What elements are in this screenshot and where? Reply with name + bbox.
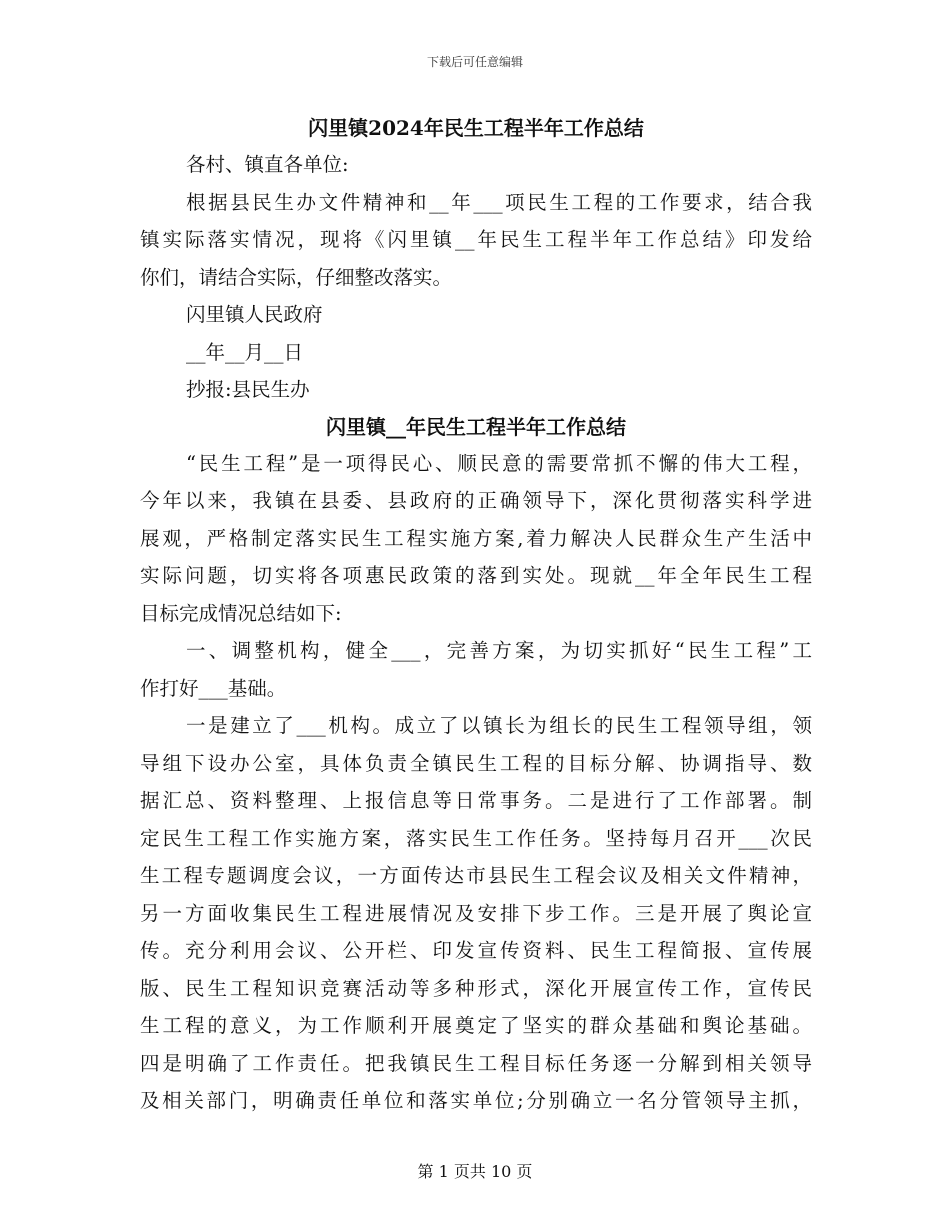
notice-cc: 抄报:县民生办 xyxy=(186,378,310,401)
document-page xyxy=(140,110,812,1120)
notice-line: 你们，请结合实际，仔细整改落实。 xyxy=(140,265,453,289)
body-line: “民生工程”是一项得民心、顺民意的需要常抓不懈的伟大工程， xyxy=(186,451,812,475)
body-line: 生工程的意义，为工作顺利开展奠定了坚实的群众基础和舆论基础。 xyxy=(140,1014,812,1037)
body-line: 另一方面收集民生工程进展情况及安排下步工作。三是开展了舆论宣 xyxy=(140,901,812,925)
body-line: 一、调整机构，健全___，完善方案，为切实抓好“民生工程”工 xyxy=(186,639,812,662)
body-line: 四是明确了工作责任。把我镇民生工程目标任务逐一分解到相关领导 xyxy=(140,1051,812,1075)
notice-signer: 闪里镇人民政府 xyxy=(186,303,323,326)
body-line: 一是建立了___机构。成立了以镇长为组长的民生工程领导组，领 xyxy=(186,714,812,737)
body-line: 今年以来，我镇在县委、县政府的正确领导下，深化贯彻落实科学进 xyxy=(140,489,812,512)
body-line: 定民生工程工作实施方案，落实民生工作任务。坚持每月召开___次民 xyxy=(140,826,812,850)
document-title: 闪里镇2024年民生工程半年工作总结 xyxy=(308,116,644,140)
body-line: 据汇总、资料整理、上报信息等日常事务。二是进行了工作部署。制 xyxy=(140,789,812,812)
body-line: 版、民生工程知识竞赛活动等多种形式，深化开展宣传工作，宣传民 xyxy=(140,976,812,1000)
page-number: 第 1 页共 10 页 xyxy=(417,1162,533,1181)
body-line: 及相关部门，明确责任单位和落实单位;分别确立一名分管领导主抓， xyxy=(140,1089,812,1112)
notice-line: 根据县民生办文件精神和__年___项民生工程的工作要求，结合我 xyxy=(186,190,812,214)
body-line: 导组下设办公室，具体负责全镇民生工程的目标分解、协调指导、数 xyxy=(140,751,812,775)
body-line: 作打好___基础。 xyxy=(140,676,287,700)
notice-greeting: 各村、镇直各单位: xyxy=(186,153,349,176)
summary-title: 闪里镇__年民生工程半年工作总结 xyxy=(326,414,626,439)
body-line: 传。充分利用会议、公开栏、印发宣传资料、民生工程简报、宣传展 xyxy=(140,939,812,962)
summary-body xyxy=(140,445,812,1120)
body-line: 目标完成情况总结如下: xyxy=(140,601,342,625)
body-line: 展观，严格制定落实民生工程实施方案,着力解决人民群众生产生活中 xyxy=(140,526,812,550)
header-note: 下载后可任意编辑 xyxy=(426,55,523,69)
body-line: 生工程专题调度会议，一方面传达市县民生工程会议及相关文件精神， xyxy=(140,864,812,887)
notice-line: 镇实际落实情况，现将《闪里镇__年民生工程半年工作总结》印发给 xyxy=(140,228,812,251)
body-line: 实际问题，切实将各项惠民政策的落到实处。现就__年全年民生工程 xyxy=(140,564,812,587)
notice-date: __年__月__日 xyxy=(186,340,304,364)
